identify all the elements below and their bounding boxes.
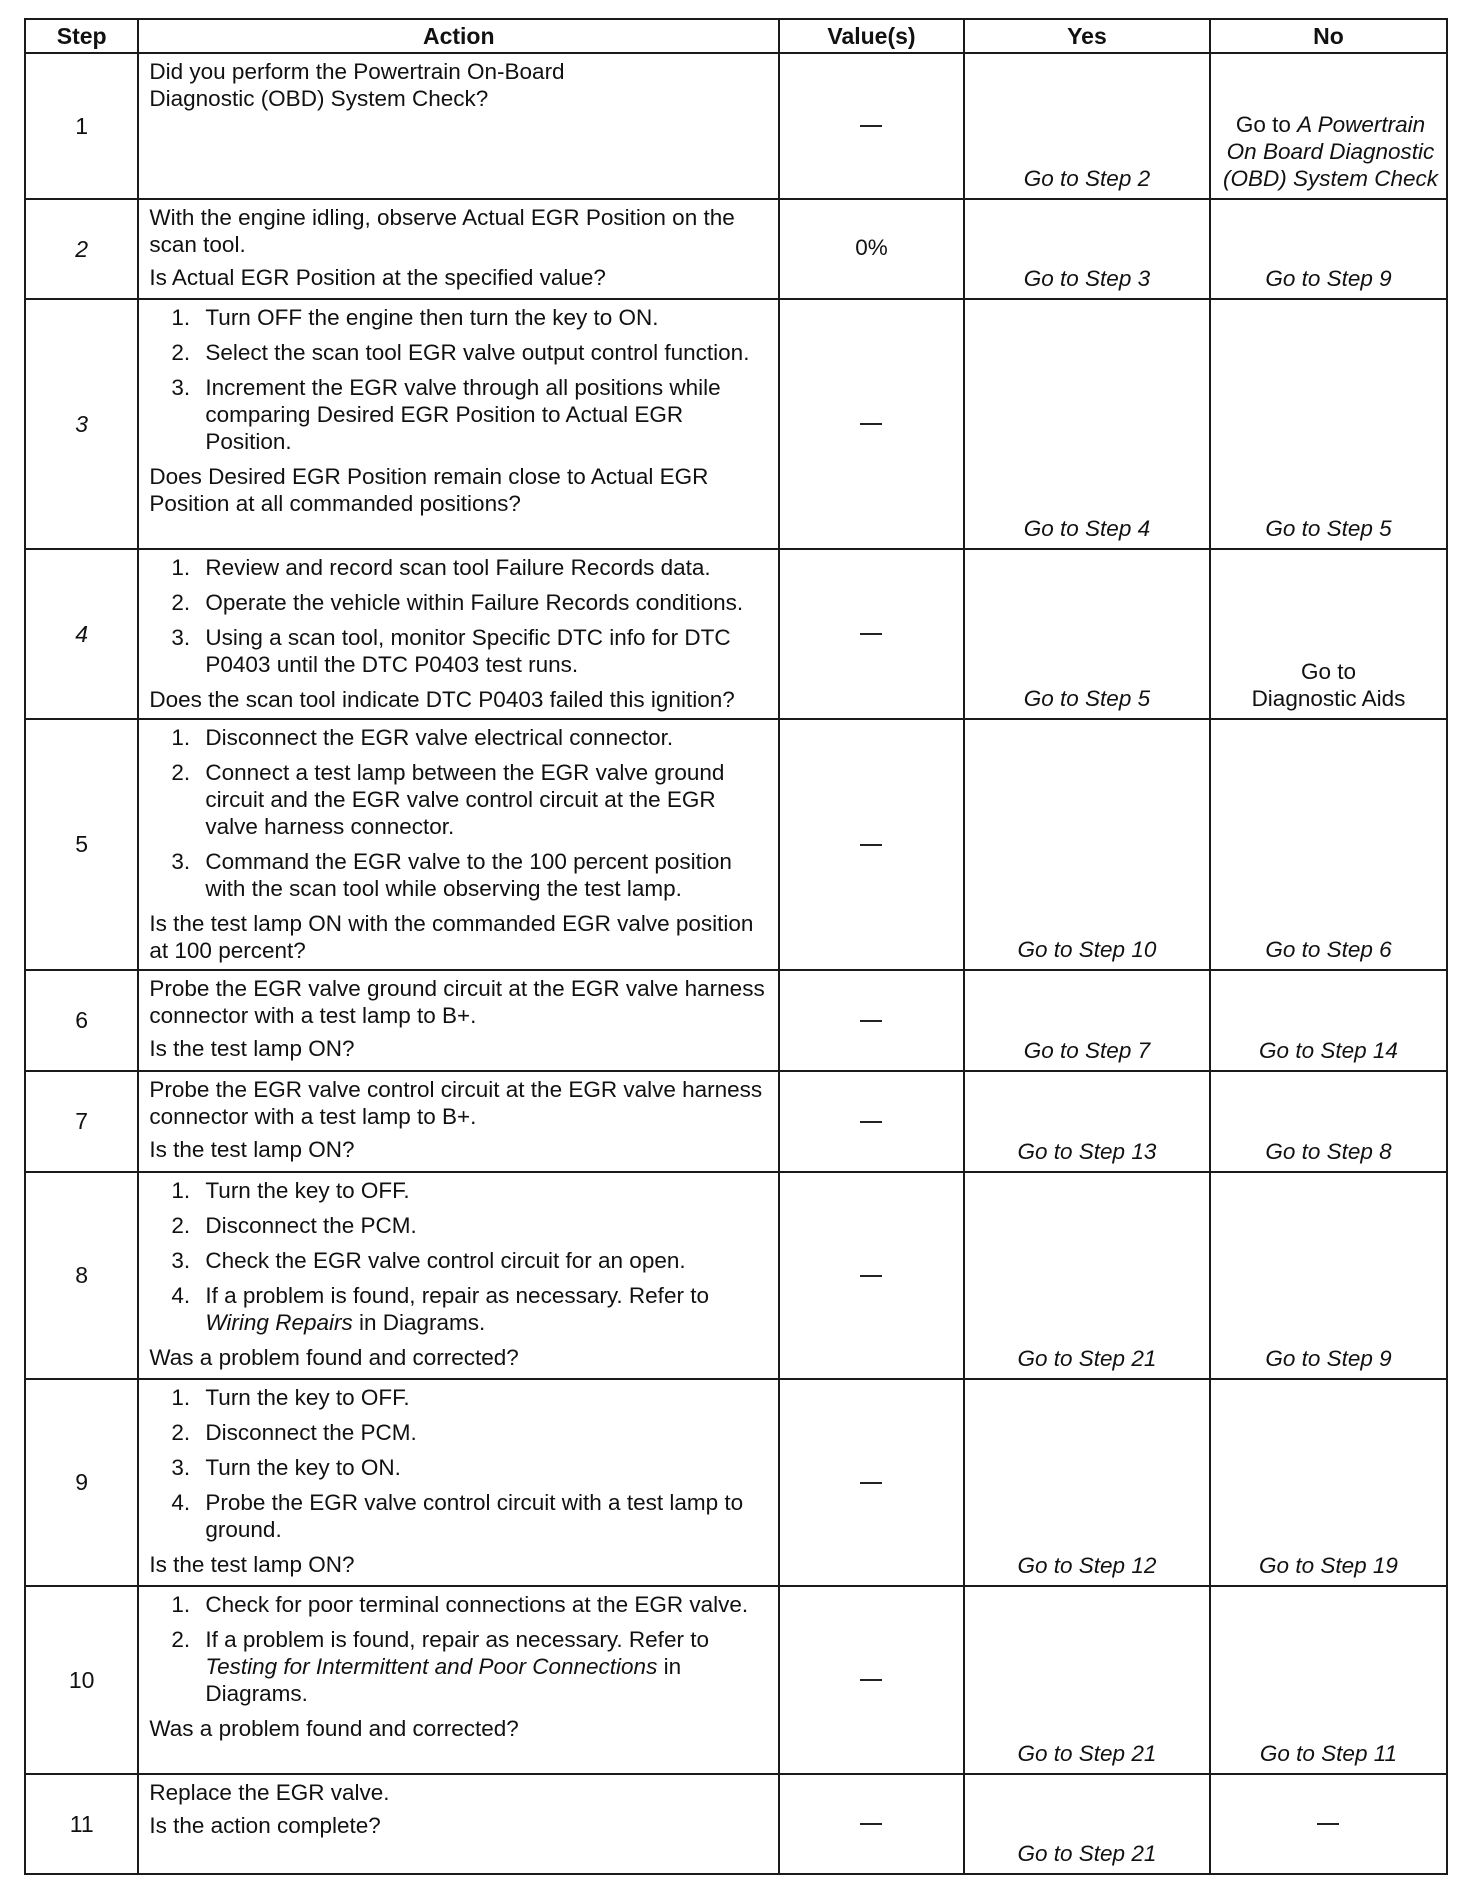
table-row (25, 970, 1447, 1071)
no-cell: Go to Step 9 (1210, 1172, 1447, 1379)
list-item: 1. Disconnect the EGR valve electrical connector. (171, 725, 674, 750)
procedure-list (149, 1177, 770, 1336)
no-cell (1210, 53, 1447, 199)
header-values: Value(s) (779, 19, 964, 53)
list-item: 2. If a problem is found, repair as necessary. Refer to Testing for Intermittent and Poor Connections in Diagrams. (171, 1627, 709, 1706)
action-cell (138, 1774, 779, 1874)
value-cell (779, 1586, 964, 1774)
table-row (25, 1379, 1447, 1586)
action-question: Is the action complete? (149, 1813, 381, 1838)
action-cell (138, 1172, 779, 1379)
step-number: 10 (25, 1586, 138, 1774)
no-reference: A Powertrain On Board Diagnostic (OBD) System Check (1222, 112, 1438, 191)
action-cell (138, 970, 779, 1071)
action-cell (138, 719, 779, 970)
yes-cell: Go to Step 7 (964, 970, 1210, 1071)
no-cell: Go to Step 5 (1210, 299, 1447, 549)
value-cell (779, 299, 964, 549)
yes-cell: Go to Step 4 (964, 299, 1210, 549)
table-row (25, 53, 1447, 199)
yes-cell: Go to Step 3 (964, 199, 1210, 299)
action-question: Was a problem found and corrected? (149, 1716, 519, 1741)
dash-mark (860, 1823, 882, 1825)
dash-mark (860, 1482, 882, 1484)
list-item: 2. Disconnect the PCM. (171, 1213, 417, 1238)
procedure-list (149, 554, 770, 678)
no-cell: Go to Step 6 (1210, 719, 1447, 970)
list-item: 4. If a problem is found, repair as necessary. Refer to Wiring Repairs in Diagrams. (171, 1283, 709, 1335)
action-cell (138, 1586, 779, 1774)
action-cell (138, 53, 779, 199)
yes-cell: Go to Step 13 (964, 1071, 1210, 1172)
yes-cell: Go to Step 21 (964, 1774, 1210, 1874)
step-number: 5 (25, 719, 138, 970)
no-cell: Go to Step 19 (1210, 1379, 1447, 1586)
no-cell: Go to Step 8 (1210, 1071, 1447, 1172)
table-row (25, 549, 1447, 719)
action-question: Is Actual EGR Position at the specified value? (149, 265, 606, 290)
step-number: 7 (25, 1071, 138, 1172)
header-action: Action (138, 19, 779, 53)
table-row (25, 719, 1447, 970)
action-question: Is the test lamp ON? (149, 1552, 355, 1577)
list-item: 3. Check the EGR valve control circuit for an open. (171, 1248, 686, 1273)
list-item: 1. Check for poor terminal connections at the EGR valve. (171, 1592, 749, 1617)
table-row (25, 1774, 1447, 1874)
action-text: Did you perform the Powertrain On-Board Diagnostic (OBD) System Check? (149, 59, 565, 111)
action-question: Is the test lamp ON? (149, 1036, 355, 1061)
list-item: 3. Command the EGR valve to the 100 percent position with the scan tool while observing the test lamp. (171, 849, 732, 901)
no-prefix: Go to (1235, 112, 1298, 137)
action-cell (138, 199, 779, 299)
action-question: Is the test lamp ON? (149, 1137, 355, 1162)
list-item: 2. Connect a test lamp between the EGR valve ground circuit and the EGR valve control circuit at the EGR valve harness connector. (171, 760, 725, 839)
step-number: 4 (25, 549, 138, 719)
step-number: 6 (25, 970, 138, 1071)
action-question: Was a problem found and corrected? (149, 1345, 519, 1370)
yes-cell: Go to Step 21 (964, 1172, 1210, 1379)
list-item: 2. Disconnect the PCM. (171, 1420, 417, 1445)
table-row (25, 199, 1447, 299)
action-text: Probe the EGR valve ground circuit at the EGR valve harness connector with a test lamp to B+. (149, 976, 765, 1028)
yes-cell: Go to Step 5 (964, 549, 1210, 719)
procedure-list (149, 1384, 770, 1543)
table-row (25, 1586, 1447, 1774)
action-cell (138, 1379, 779, 1586)
list-item: 1. Review and record scan tool Failure Records data. (171, 555, 711, 580)
action-question: Does Desired EGR Position remain close to Actual EGR Position at all commanded positions? (149, 464, 709, 516)
step-number: 1 (25, 53, 138, 199)
step-number: 8 (25, 1172, 138, 1379)
list-item: 1. Turn the key to OFF. (171, 1178, 410, 1203)
step-number: 11 (25, 1774, 138, 1874)
value-cell (779, 970, 964, 1071)
action-cell (138, 1071, 779, 1172)
procedure-list (149, 304, 770, 455)
action-cell (138, 299, 779, 549)
header-yes: Yes (964, 19, 1210, 53)
value-cell: 0% (779, 199, 964, 299)
value-cell (779, 1774, 964, 1874)
value-cell (779, 1379, 964, 1586)
no-cell: Go to Step 9 (1210, 199, 1447, 299)
no-cell (1210, 1774, 1447, 1874)
list-item: 2. Operate the vehicle within Failure Records conditions. (171, 590, 744, 615)
no-line: Diagnostic Aids (1251, 686, 1406, 711)
dash-mark (860, 633, 882, 635)
list-item: 1. Turn the key to OFF. (171, 1385, 410, 1410)
value-cell (779, 1071, 964, 1172)
list-item: 4. Probe the EGR valve control circuit with a test lamp to ground. (171, 1490, 744, 1542)
procedure-list (149, 724, 770, 902)
step-number: 2 (25, 199, 138, 299)
step-number: 3 (25, 299, 138, 549)
no-cell (1210, 549, 1447, 719)
dash-mark (860, 423, 882, 425)
dash-mark (860, 1121, 882, 1123)
diagnostic-table-document (24, 18, 1448, 1875)
list-item: 3. Turn the key to ON. (171, 1455, 401, 1480)
no-cell: Go to Step 14 (1210, 970, 1447, 1071)
yes-cell: Go to Step 10 (964, 719, 1210, 970)
action-text: Probe the EGR valve control circuit at the EGR valve harness connector with a test lamp to B+. (149, 1077, 763, 1129)
step-number: 9 (25, 1379, 138, 1586)
dash-mark (860, 844, 882, 846)
list-item: 1. Turn OFF the engine then turn the key to ON. (171, 305, 659, 330)
table-row (25, 1172, 1447, 1379)
action-question: Does the scan tool indicate DTC P0403 failed this ignition? (149, 687, 735, 712)
value-cell (779, 549, 964, 719)
table-row (25, 299, 1447, 549)
table-row (25, 1071, 1447, 1172)
list-item: 3. Using a scan tool, monitor Specific DTC info for DTC P0403 until the DTC P0403 test runs. (171, 625, 731, 677)
header-step: Step (25, 19, 138, 53)
procedure-list (149, 1591, 770, 1707)
list-item: 2. Select the scan tool EGR valve output control function. (171, 340, 750, 365)
action-question: Is the test lamp ON with the commanded EGR valve position at 100 percent? (149, 911, 754, 963)
value-cell (779, 1172, 964, 1379)
action-text: With the engine idling, observe Actual EGR Position on the scan tool. (149, 205, 735, 257)
dash-mark (860, 1275, 882, 1277)
yes-cell: Go to Step 2 (964, 53, 1210, 199)
dash-mark (860, 125, 882, 127)
no-line: Go to (1300, 659, 1356, 684)
dash-mark (1317, 1823, 1339, 1825)
header-row (25, 19, 1447, 53)
action-text: Replace the EGR valve. (149, 1780, 390, 1805)
yes-cell: Go to Step 21 (964, 1586, 1210, 1774)
value-cell (779, 53, 964, 199)
header-no: No (1210, 19, 1447, 53)
dash-mark (860, 1020, 882, 1022)
action-cell (138, 549, 779, 719)
dash-mark (860, 1679, 882, 1681)
yes-cell: Go to Step 12 (964, 1379, 1210, 1586)
diagnostic-table (24, 18, 1448, 1875)
list-item: 3. Increment the EGR valve through all positions while comparing Desired EGR Position to Actual EGR Position. (171, 375, 721, 454)
no-cell: Go to Step 11 (1210, 1586, 1447, 1774)
value-cell (779, 719, 964, 970)
